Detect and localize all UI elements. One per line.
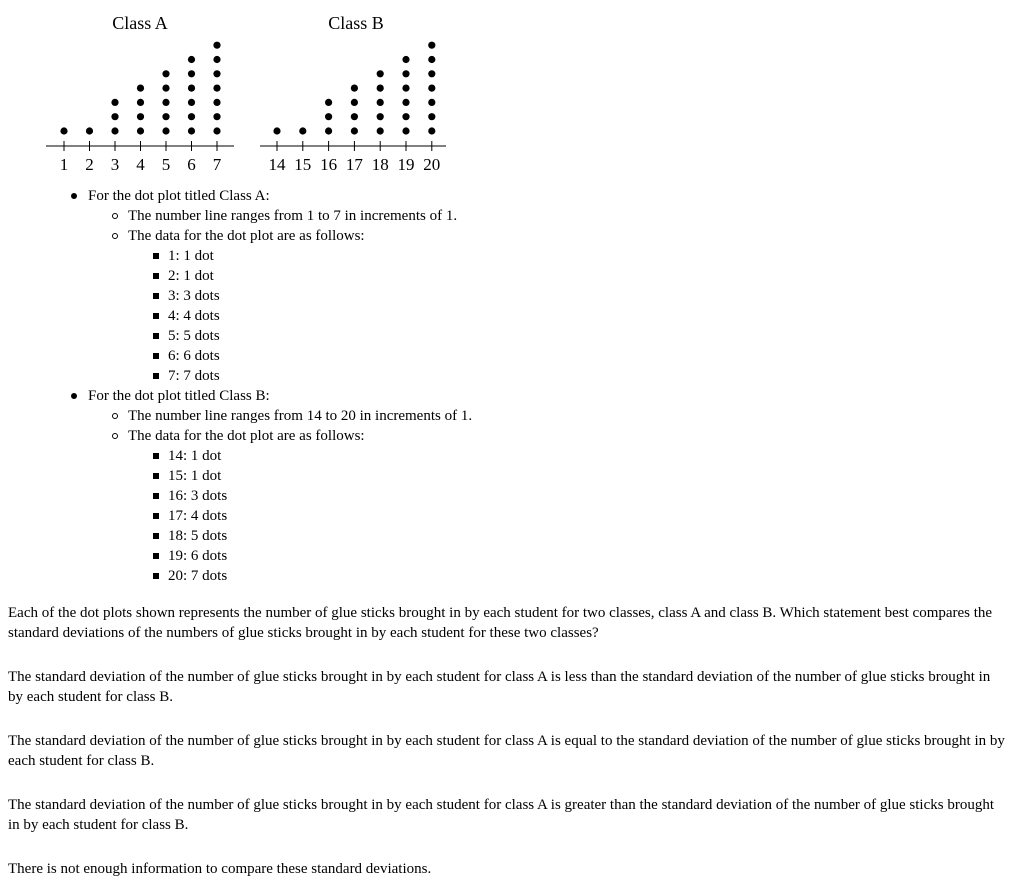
data-item-text: 3: 3 dots bbox=[168, 288, 220, 304]
description-list bbox=[48, 186, 648, 586]
answer-option-c[interactable]: The standard deviation of the number of glue sticks brought in by each student for class A is greater than the standard deviation of the number of glue sticks brought in by each student for class B. bbox=[8, 797, 995, 833]
data-item bbox=[128, 546, 648, 566]
data-dot bbox=[137, 99, 144, 106]
data-dot bbox=[377, 85, 384, 92]
bullet-disc bbox=[71, 393, 77, 399]
data-item bbox=[128, 526, 648, 546]
data-item-text: 6: 6 dots bbox=[168, 348, 220, 364]
data-dot bbox=[213, 56, 220, 63]
data-dot bbox=[402, 70, 409, 77]
data-dot bbox=[213, 85, 220, 92]
data-dot bbox=[162, 127, 169, 134]
data-dot bbox=[428, 56, 435, 63]
data-item bbox=[128, 286, 648, 306]
data-dot bbox=[137, 127, 144, 134]
range-note bbox=[88, 406, 648, 426]
bullet-square bbox=[153, 493, 159, 499]
tick-label: 2 bbox=[85, 155, 94, 174]
bullet-circle bbox=[112, 213, 118, 219]
tick-label: 4 bbox=[136, 155, 145, 174]
dot-plot-class-a bbox=[46, 13, 234, 174]
tick-label: 15 bbox=[294, 155, 312, 174]
data-item-text: 5: 5 dots bbox=[168, 328, 220, 344]
tick-label: 6 bbox=[187, 155, 196, 174]
bullet-square bbox=[153, 573, 159, 579]
data-dot bbox=[213, 127, 220, 134]
data-dot bbox=[162, 85, 169, 92]
data-dot bbox=[428, 42, 435, 49]
data-item bbox=[128, 346, 648, 366]
data-dot bbox=[213, 113, 220, 120]
data-dot bbox=[402, 85, 409, 92]
answer-option-d[interactable]: There is not enough information to compare these standard deviations. bbox=[8, 861, 432, 877]
data-item-text: 20: 7 dots bbox=[168, 568, 228, 584]
data-dot bbox=[428, 85, 435, 92]
data-item-text: 15: 1 dot bbox=[168, 468, 222, 484]
data-dot bbox=[60, 127, 67, 134]
data-item-text: 7: 7 dots bbox=[168, 368, 220, 384]
data-dot bbox=[351, 99, 358, 106]
bullet-square bbox=[153, 373, 159, 379]
tick-label: 20 bbox=[423, 155, 441, 174]
data-dot bbox=[162, 70, 169, 77]
data-item-text: 14: 1 dot bbox=[168, 448, 222, 464]
data-dot bbox=[188, 56, 195, 63]
data-dot bbox=[428, 99, 435, 106]
data-dot bbox=[137, 113, 144, 120]
data-dot bbox=[402, 113, 409, 120]
data-item bbox=[128, 306, 648, 326]
bullet-square bbox=[153, 473, 159, 479]
plot-description bbox=[48, 186, 648, 586]
answer-option-a[interactable]: The standard deviation of the number of glue sticks brought in by each student for class A is less than the standard deviation of the number of glue sticks brought in by each student for class B. bbox=[8, 669, 991, 705]
bullet-circle bbox=[112, 433, 118, 439]
data-dot bbox=[325, 99, 332, 106]
data-item-text: 1: 1 dot bbox=[168, 248, 214, 264]
data-dot bbox=[188, 113, 195, 120]
tick-label: 1 bbox=[59, 155, 69, 174]
question-text: Each of the dot plots shown represents the number of glue sticks brought in by each student for two classes, class A and class B. Which statement best compares the standard deviations of the numbers of glue sticks brought in by each student for these two classes? bbox=[8, 605, 993, 641]
bullet-square bbox=[153, 293, 159, 299]
plot-title: Class A bbox=[112, 13, 168, 33]
bullet-square bbox=[153, 333, 159, 339]
bullet-square bbox=[153, 513, 159, 519]
data-dot bbox=[188, 99, 195, 106]
data-dot bbox=[351, 85, 358, 92]
bullet-square bbox=[153, 553, 159, 559]
data-dot bbox=[299, 127, 306, 134]
data-dot bbox=[213, 70, 220, 77]
data-item bbox=[128, 486, 648, 506]
data-item-text: 16: 3 dots bbox=[168, 488, 228, 504]
data-dot bbox=[402, 56, 409, 63]
data-item bbox=[128, 326, 648, 346]
data-dot bbox=[377, 70, 384, 77]
data-dot bbox=[188, 85, 195, 92]
data-item bbox=[128, 246, 648, 266]
data-dot bbox=[162, 113, 169, 120]
data-dot bbox=[137, 85, 144, 92]
data-item-text: 4: 4 dots bbox=[168, 308, 220, 324]
data-item bbox=[128, 566, 648, 586]
data-dot bbox=[428, 113, 435, 120]
data-dot bbox=[428, 70, 435, 77]
bullet-circle bbox=[112, 233, 118, 239]
data-item bbox=[128, 266, 648, 286]
data-dot bbox=[162, 99, 169, 106]
bullet-square bbox=[153, 273, 159, 279]
bullet-disc bbox=[71, 193, 77, 199]
data-item-text: 18: 5 dots bbox=[168, 528, 228, 544]
data-item bbox=[128, 506, 648, 526]
data-dot bbox=[377, 99, 384, 106]
answer-option-b[interactable]: The standard deviation of the number of glue sticks brought in by each student for class A is equal to the standard deviation of the number of glue sticks brought in by each student for class B. bbox=[8, 733, 1005, 769]
data-dot bbox=[325, 127, 332, 134]
data-dot bbox=[428, 127, 435, 134]
data-dot bbox=[351, 127, 358, 134]
data-dot bbox=[111, 127, 118, 134]
plot-title: Class B bbox=[328, 13, 384, 33]
data-note bbox=[88, 426, 648, 586]
tick-label: 17 bbox=[345, 155, 363, 174]
data-dot bbox=[213, 99, 220, 106]
data-dot bbox=[402, 127, 409, 134]
data-intro: The data for the dot plot are as follows: bbox=[128, 228, 365, 244]
data-dot bbox=[86, 127, 93, 134]
tick-label: 14 bbox=[268, 155, 286, 174]
data-dot bbox=[351, 113, 358, 120]
description-plot-a bbox=[48, 186, 648, 386]
bullet-square bbox=[153, 253, 159, 259]
description-plot-b bbox=[48, 386, 648, 586]
plot-heading: For the dot plot titled Class B: bbox=[88, 388, 270, 404]
bullet-circle bbox=[112, 413, 118, 419]
bullet-square bbox=[153, 533, 159, 539]
range-note bbox=[88, 206, 648, 226]
bullet-square bbox=[153, 313, 159, 319]
data-item bbox=[128, 366, 648, 386]
data-item bbox=[128, 446, 648, 466]
data-item-text: 2: 1 dot bbox=[168, 268, 214, 284]
data-intro: The data for the dot plot are as follows: bbox=[128, 428, 365, 444]
bullet-square bbox=[153, 353, 159, 359]
tick-label: 5 bbox=[161, 155, 171, 174]
range-text: The number line ranges from 14 to 20 in increments of 1. bbox=[128, 408, 473, 424]
bullet-square bbox=[153, 453, 159, 459]
tick-label: 16 bbox=[320, 155, 338, 174]
data-dot bbox=[377, 127, 384, 134]
data-dot bbox=[325, 113, 332, 120]
data-note bbox=[88, 226, 648, 386]
data-dot bbox=[377, 113, 384, 120]
data-dot bbox=[188, 70, 195, 77]
dot-plot-class-b bbox=[260, 13, 446, 174]
data-item bbox=[128, 466, 648, 486]
tick-label: 19 bbox=[397, 155, 415, 174]
data-dot bbox=[111, 99, 118, 106]
data-dot bbox=[273, 127, 280, 134]
data-item-text: 17: 4 dots bbox=[168, 508, 228, 524]
tick-label: 3 bbox=[110, 155, 120, 174]
data-dot bbox=[213, 42, 220, 49]
tick-label: 7 bbox=[212, 155, 222, 174]
tick-label: 18 bbox=[371, 155, 389, 174]
data-dot bbox=[111, 113, 118, 120]
range-text: The number line ranges from 1 to 7 in increments of 1. bbox=[128, 208, 458, 224]
data-dot bbox=[402, 99, 409, 106]
data-item-text: 19: 6 dots bbox=[168, 548, 228, 564]
dot-plots bbox=[0, 0, 470, 182]
plot-heading: For the dot plot titled Class A: bbox=[88, 188, 270, 204]
data-dot bbox=[188, 127, 195, 134]
